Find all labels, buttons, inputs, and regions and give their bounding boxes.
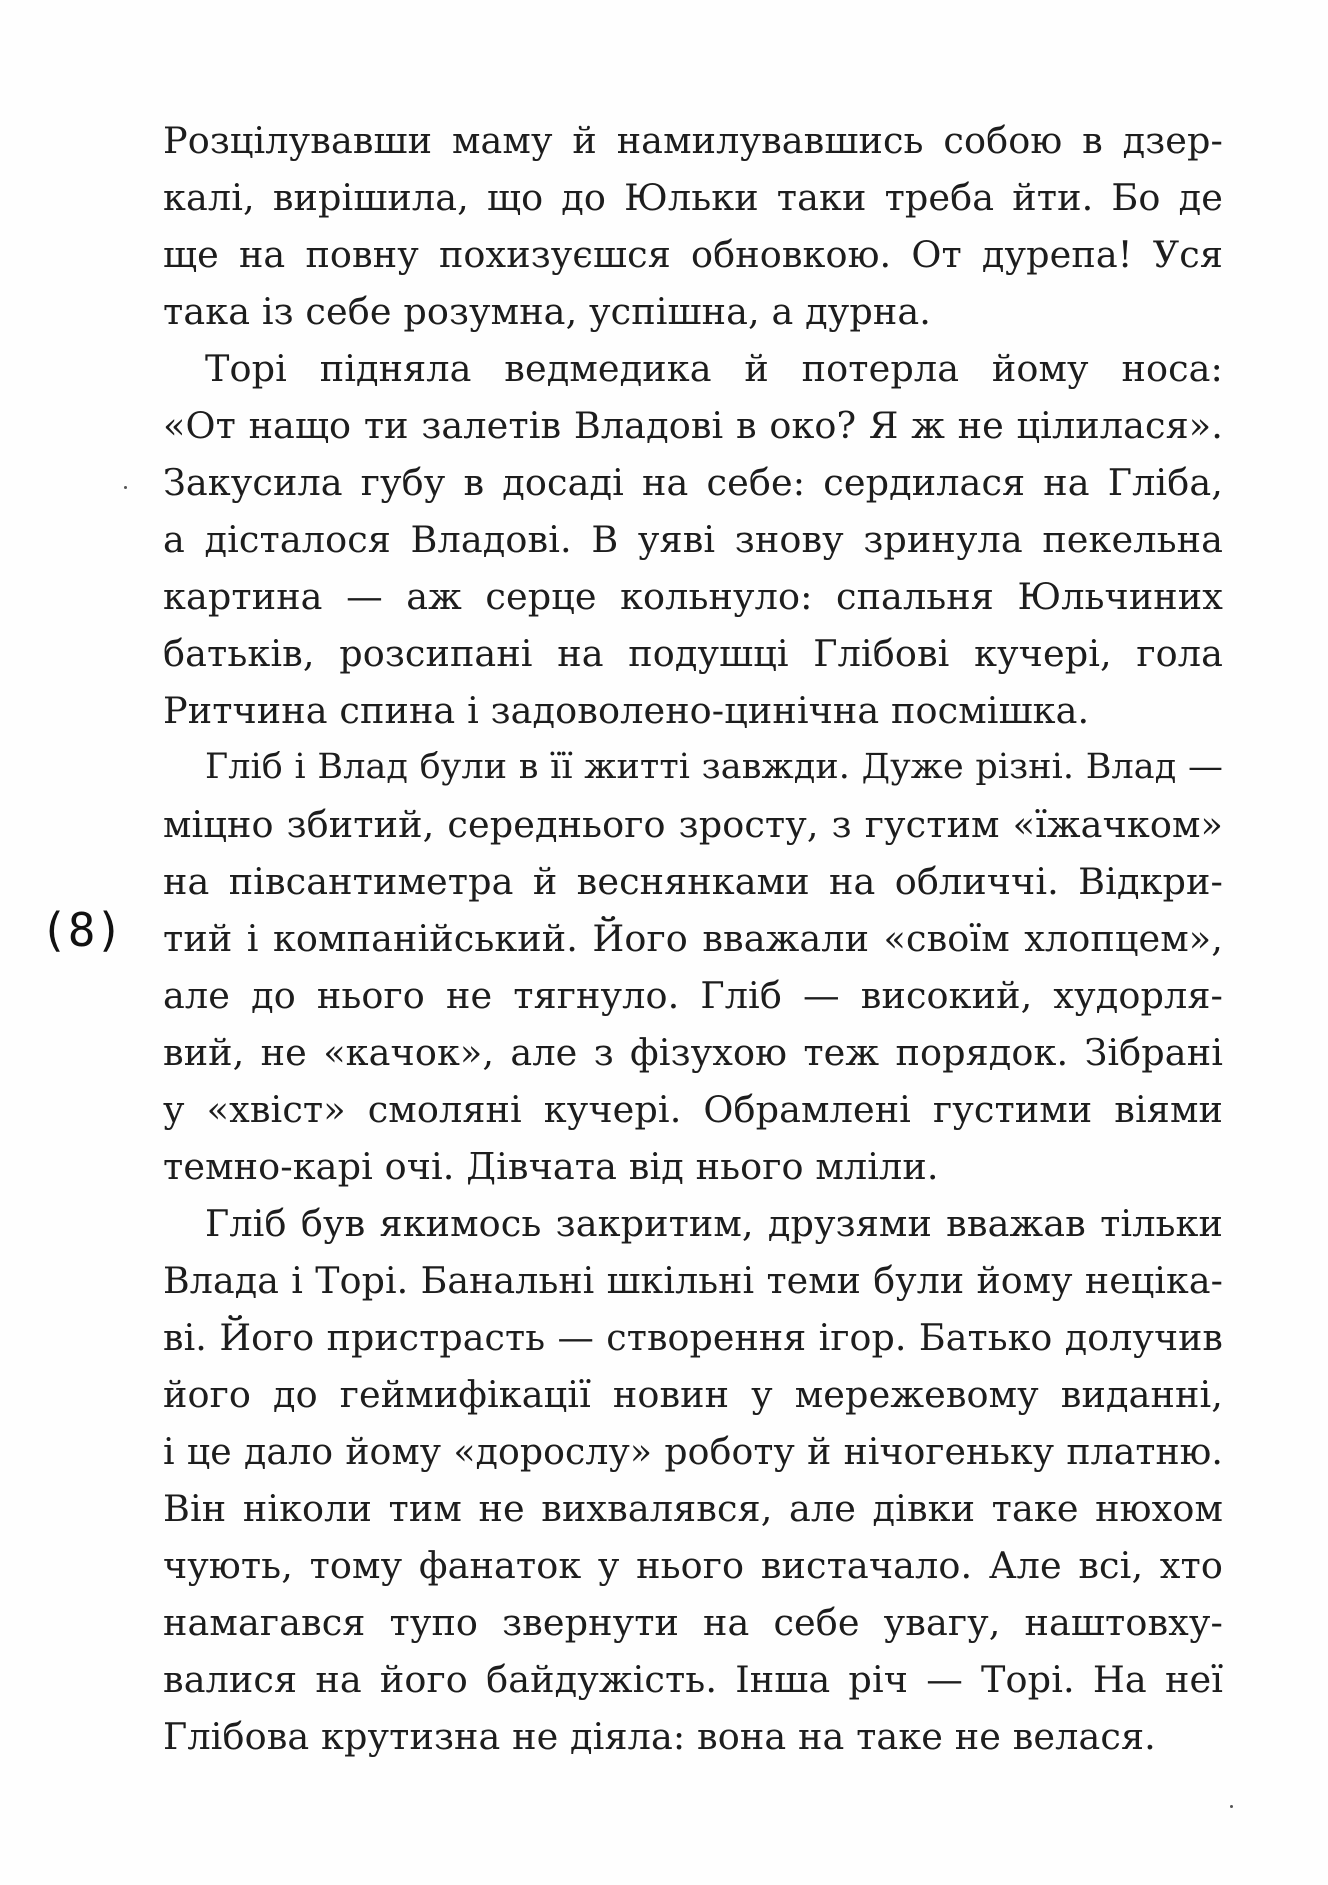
paragraph xyxy=(163,112,1223,340)
paragraph xyxy=(163,739,1223,1195)
body-text xyxy=(163,112,1223,1765)
scan-speck xyxy=(1230,1805,1233,1808)
paragraph xyxy=(163,1195,1223,1765)
scan-speck xyxy=(124,486,127,489)
paragraph xyxy=(163,340,1223,739)
text-line: Ритчина спина і задоволено-цинічна посмішка. xyxy=(163,689,1090,732)
text-line: валися на його байдужість. Інша річ — Торі. На неї xyxy=(163,1658,1223,1701)
text-line: але до нього не тягнуло. Гліб — високий, худорля- xyxy=(163,974,1223,1017)
text-line: Гліб був якимось закритим, друзями вважав тільки xyxy=(205,1202,1223,1245)
text-line: картина — аж серце кольнуло: спальня Юльчиних xyxy=(163,575,1223,618)
text-line: його до геймифікації новин у мережевому виданні, xyxy=(163,1373,1223,1416)
page-number: (8) xyxy=(40,903,124,957)
text-line: намагався тупо звернути на себе увагу, наштовху- xyxy=(163,1601,1223,1644)
text-line: батьків, розсипані на подушці Глібові кучері, гола xyxy=(163,632,1223,675)
text-line: на півсантиметра й веснянками на обличчі. Відкри- xyxy=(163,860,1223,903)
text-line: Глібова крутизна не діяла: вона на таке не велася. xyxy=(163,1715,1156,1758)
text-line: калі, вирішила, що до Юльки таки треба йти. Бо де xyxy=(163,176,1223,219)
text-line: Розцілувавши маму й намилувавшись собою в дзер- xyxy=(163,119,1223,162)
text-line: у «хвіст» смоляні кучері. Обрамлені густими віями xyxy=(163,1088,1223,1131)
text-line: чують, тому фанаток у нього вистачало. Але всі, хто xyxy=(163,1544,1223,1587)
text-line: міцно збитий, середнього зросту, з густим «їжачком» xyxy=(163,803,1223,846)
text-line: Влада і Торі. Банальні шкільні теми були йому неціка- xyxy=(163,1259,1223,1302)
text-line: тий і компанійський. Його вважали «своїм хлопцем», xyxy=(163,917,1223,960)
text-line: темно-карі очі. Дівчата від нього мліли. xyxy=(163,1145,939,1188)
text-line: Він ніколи тим не вихвалявся, але дівки таке нюхом xyxy=(163,1487,1223,1530)
text-line: ще на повну похизуєшся обновкою. От дурепа! Уся xyxy=(163,233,1223,276)
text-line: вий, не «качок», але з фізухою теж порядок. Зібрані xyxy=(163,1031,1223,1074)
text-line: «От нащо ти залетів Владові в око? Я ж не цілилася». xyxy=(163,404,1223,447)
text-line: Гліб і Влад були в її житті завжди. Дуже різні. Влад — xyxy=(205,747,1223,787)
text-line: ві. Його пристрасть — створення ігор. Батько долучив xyxy=(163,1316,1223,1359)
text-line: Закусила губу в досаді на себе: сердилася на Гліба, xyxy=(163,461,1223,504)
text-line: така із себе розумна, успішна, а дурна. xyxy=(163,290,931,333)
text-line: і це дало йому «дорослу» роботу й нічогеньку платню. xyxy=(163,1430,1223,1473)
text-line: Торі підняла ведмедика й потерла йому носа: xyxy=(205,347,1223,390)
text-line: а дісталося Владові. В уяві знову зринула пекельна xyxy=(163,518,1223,561)
